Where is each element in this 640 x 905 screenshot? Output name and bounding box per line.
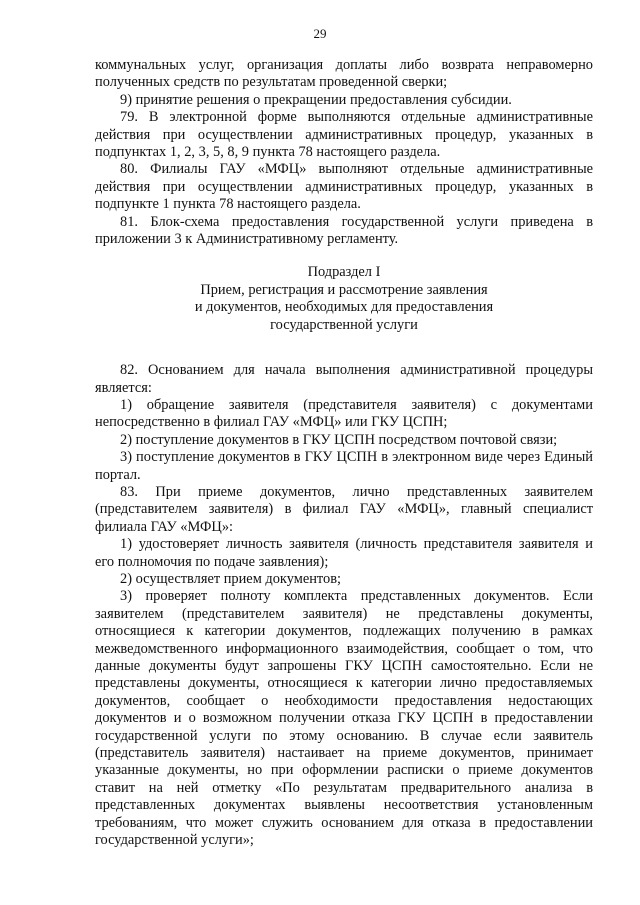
- subsection-heading: [95, 264, 593, 334]
- paragraph: 83. При приеме документов, лично представленных заявителем (представителем заявителя) в филиал ГАУ «МФЦ», главный специалист филиала ГАУ «МФЦ»:: [95, 483, 593, 535]
- subsection-line-1: Прием, регистрация и рассмотрение заявления: [200, 281, 488, 298]
- paragraph: 82. Основанием для начала выполнения административной процедуры является:: [95, 362, 593, 396]
- paragraph: 2) поступление документов в ГКУ ЦСПН посредством почтовой связи;: [120, 431, 558, 448]
- paragraph: 81. Блок-схема предоставления государственной услуги приведена в приложении 3 к Административному регламенту.: [95, 213, 593, 248]
- document-body: [95, 57, 593, 849]
- paragraph: 80. Филиалы ГАУ «МФЦ» выполняют отдельные административные действия при осуществлении административных процедур, указанных в подпункте 1 пункта 78 настоящего раздела.: [95, 161, 593, 213]
- subsection-line-3: государственной услуги: [270, 316, 418, 333]
- subsection-line-2: и документов, необходимых для предоставления: [194, 299, 494, 316]
- paragraph: 9) принятие решения о прекращении предоставления субсидии.: [120, 91, 512, 108]
- paragraph: 2) осуществляет прием документов;: [120, 570, 341, 587]
- paragraph: 1) удостоверяет личность заявителя (личность представителя заявителя и его полномочия по подаче заявления);: [95, 536, 593, 570]
- paragraph: 3) поступление документов в ГКУ ЦСПН в электронном виде через Единый портал.: [95, 449, 593, 483]
- paragraph: 79. В электронной форме выполняются отдельные административные действия при осуществлении административных процедур, указанных в подпунктах 1, 2, 3, 5, 8, 9 пункта 78 настоящего раздела.: [95, 109, 593, 161]
- page-number: 29: [313, 26, 327, 41]
- paragraph: коммунальных услуг, организация доплаты либо возврата неправомерно полученных средств по результатам проведенной сверки;: [95, 57, 593, 91]
- paragraph: 3) проверяет полноту комплекта представленных документов. Если заявителем (представителем заявителя) не представлены документы, относящиеся к категории документов, подлежащих получению в рамках межведомственного информационного взаимодействия, сообщает о том, что данные документы будут запрошены ГКУ ЦСПН самостоятельно. Если не представлены документы, относящиеся к категории лично предоставляемых документов, сообщает о необходимости предоставления недостающих документов и о возможном получении отказа ГКУ ЦСПН в предоставлении государственной услуги по этому основанию. В случае если заявитель (представитель заявителя) настаивает на приеме документов, принимает указанные документы, но при оформлении расписки о приеме документов ставит на ней отметку «По результатам предварительного анализа в представленных документах выявлены несоответствия установленным требованиям, что может служить основанием для отказа в предоставлении государственной услуги»;: [95, 588, 593, 849]
- paragraphs-top: [95, 57, 593, 248]
- subsection-title: Подраздел I: [307, 264, 381, 281]
- paragraph: 1) обращение заявителя (представителя заявителя) с документами непосредственно в филиал ГАУ «МФЦ» или ГКУ ЦСПН;: [95, 396, 593, 431]
- paragraphs-bottom: [95, 362, 593, 849]
